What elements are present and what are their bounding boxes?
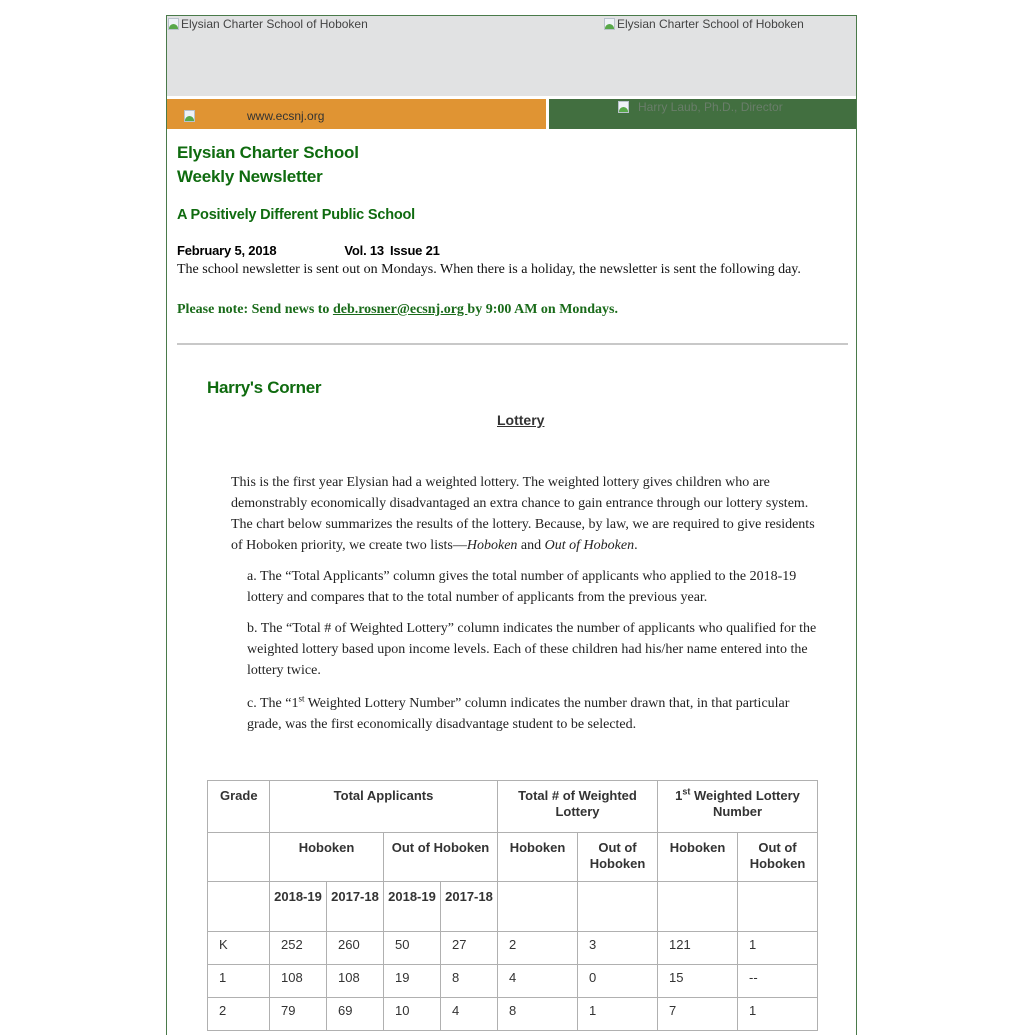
cell: 7 (658, 998, 738, 1031)
emphasis-out-of-hoboken: Out of Hoboken (544, 538, 635, 553)
list-item-b: b. The “Total # of Weighted Lottery” column indicates the number of applicants who qualified for the weighted lottery based upon income levels. Each of these children had his/her name entered into the lottery twice. (247, 621, 817, 678)
section-title: Harry's Corner (207, 378, 322, 397)
table-header-row (208, 781, 818, 833)
cell: 15 (658, 965, 738, 998)
table-row (208, 932, 818, 965)
header-grade: Grade (208, 781, 270, 833)
header-out-of-hoboken: Out of Hoboken (384, 833, 498, 882)
paragraph-text: This is the first year Elysian had a weighted lottery. The weighted lottery gives children who are demonstrably economically disadvantaged an extra chance to gain entrance through our lottery system. The chart below summarizes the results of the lottery. Because, by law, we are required to give residents of Hoboken priority, we create two lists— (231, 475, 815, 553)
note-suffix: by 9:00 AM on Mondays. (467, 302, 618, 317)
cell: 3 (578, 932, 658, 965)
article-paragraph (231, 472, 826, 556)
header-total-applicants: Total Applicants (270, 781, 498, 833)
director-alt: Harry Laub, Ph.D., Director (638, 100, 783, 114)
item-c-text: c. The “1 (247, 696, 299, 711)
table-row (208, 965, 818, 998)
cell: 121 (658, 932, 738, 965)
school-banner-image (603, 17, 804, 31)
school-logo-alt: Elysian Charter School of Hoboken (181, 17, 368, 31)
header-text: Weighted Lottery Number (690, 788, 800, 819)
issue-number: Issue 21 (389, 243, 440, 258)
cell: 27 (441, 932, 498, 965)
broken-image-icon (183, 109, 197, 123)
school-logo-image (167, 17, 368, 31)
divider (177, 343, 848, 345)
empty-cell (658, 882, 738, 932)
cell: 0 (578, 965, 658, 998)
newsletter-title-line2: Weekly Newsletter (177, 167, 323, 186)
paragraph-text: and (517, 538, 545, 553)
newsletter-page (166, 15, 857, 1035)
director-strip (549, 99, 856, 129)
header-year: 2018-19 (384, 882, 441, 932)
emphasis-hoboken: Hoboken (466, 538, 518, 553)
cell: 260 (327, 932, 384, 965)
list-item-c (247, 693, 822, 735)
cell: 1 (578, 998, 658, 1031)
item-c-text: Weighted Lottery Number” column indicates the number drawn that, in that particular grade, was the first economically disadvantage student to be selected. (247, 696, 790, 732)
header-hoboken: Hoboken (658, 833, 738, 882)
table-row (208, 998, 818, 1031)
header-weighted-total: Total # of Weighted Lottery (498, 781, 658, 833)
superscript: st (298, 693, 305, 704)
cell: 1 (738, 932, 818, 965)
table-year-row (208, 882, 818, 932)
article-title: Lottery (497, 412, 545, 428)
cell: 1 (738, 998, 818, 1031)
dateline (177, 243, 847, 259)
website-strip (167, 99, 546, 129)
header-hoboken: Hoboken (270, 833, 384, 882)
cell: 4 (498, 965, 578, 998)
header-out-of-hoboken: Out of Hoboken (738, 833, 818, 882)
broken-image-icon (603, 17, 617, 31)
submission-note (177, 301, 847, 319)
broken-image-icon (617, 100, 631, 114)
cell: 108 (270, 965, 327, 998)
website-text[interactable]: www.ecsnj.org (247, 109, 325, 123)
tagline: A Positively Different Public School (177, 207, 416, 223)
issue-date: February 5, 2018 (177, 243, 277, 258)
superscript: st (682, 786, 691, 797)
table-subheader-row (208, 833, 818, 882)
cell-grade: 1 (208, 965, 270, 998)
cell: 2 (498, 932, 578, 965)
empty-cell (208, 882, 270, 932)
empty-cell (208, 833, 270, 882)
empty-cell (578, 882, 658, 932)
cell: 8 (498, 998, 578, 1031)
header-first-weighted-number (658, 781, 818, 833)
header-year: 2017-18 (327, 882, 384, 932)
cell: 79 (270, 998, 327, 1031)
cell: 10 (384, 998, 441, 1031)
cell-grade: K (208, 932, 270, 965)
paragraph-text: . (634, 538, 638, 553)
newsletter-title-line1: Elysian Charter School (177, 143, 359, 162)
header-year: 2017-18 (441, 882, 498, 932)
empty-cell (498, 882, 578, 932)
lottery-results-table (207, 780, 818, 1031)
cell: 19 (384, 965, 441, 998)
website-link[interactable] (183, 109, 324, 123)
header-banner (167, 16, 856, 96)
volume: Vol. 13 (344, 243, 384, 258)
empty-cell (738, 882, 818, 932)
header-out-of-hoboken: Out of Hoboken (578, 833, 658, 882)
masthead (177, 141, 847, 345)
intro-text: The school newsletter is sent out on Mondays. When there is a holiday, the newsletter is sent the following day. (177, 262, 801, 277)
email-link[interactable]: deb.rosner@ecsnj.org (332, 302, 468, 317)
cell: 69 (327, 998, 384, 1031)
broken-image-icon (167, 17, 181, 31)
school-banner-alt: Elysian Charter School of Hoboken (617, 17, 804, 31)
cell: 50 (384, 932, 441, 965)
header-text: 1 (675, 788, 683, 803)
cell-grade: 2 (208, 998, 270, 1031)
director-image (617, 100, 783, 114)
cell: 4 (441, 998, 498, 1031)
cell: 108 (327, 965, 384, 998)
note-prefix: Please note: Send news to (177, 302, 333, 317)
list-item-a: a. The “Total Applicants” column gives the total number of applicants who applied to the 2018-19 lottery and compares that to the total number of applicants from the previous year. (247, 569, 797, 605)
cell: 252 (270, 932, 327, 965)
header-year: 2018-19 (270, 882, 327, 932)
cell: 8 (441, 965, 498, 998)
header-hoboken: Hoboken (498, 833, 578, 882)
cell: -- (738, 965, 818, 998)
